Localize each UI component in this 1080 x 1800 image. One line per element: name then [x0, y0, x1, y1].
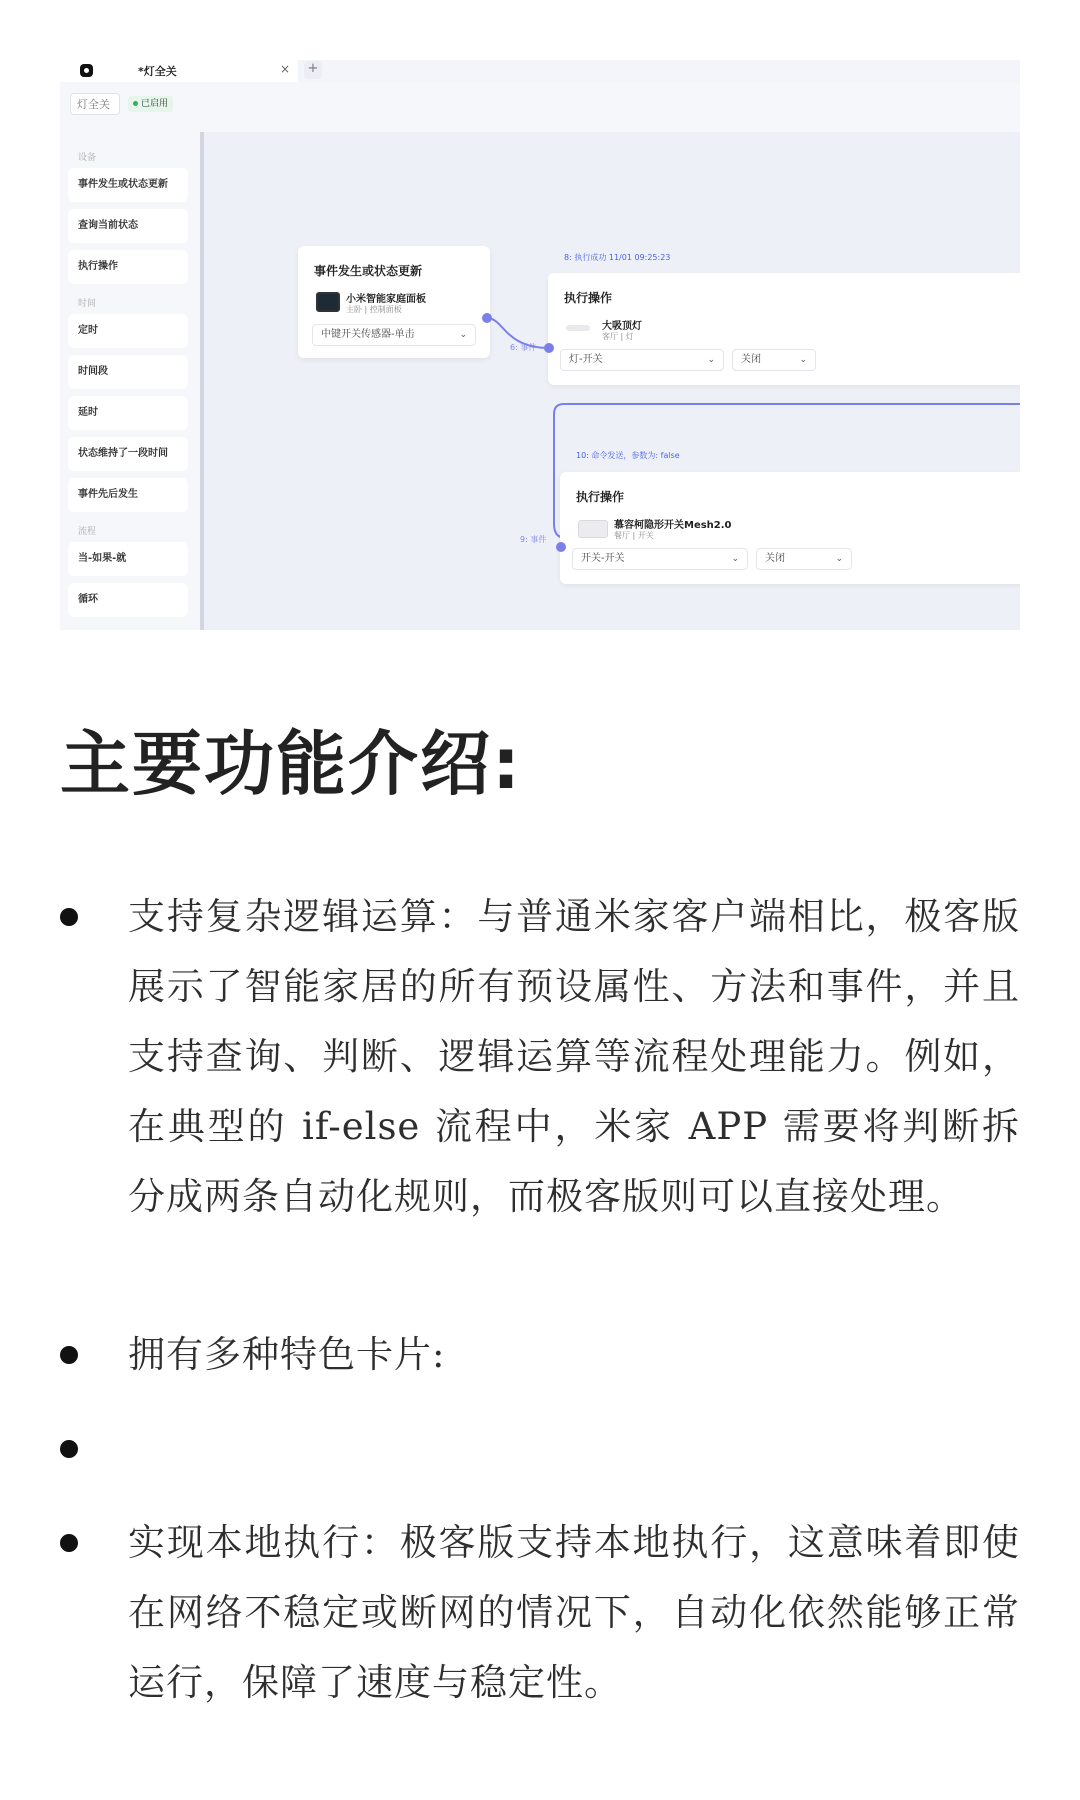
device-name: 小米智能家庭面板 [346, 294, 426, 305]
sidebar-section-time: 时间 [78, 299, 97, 309]
bullet-icon [60, 1440, 78, 1458]
property-select-value: 灯-开关 [569, 354, 603, 365]
toolbar [60, 82, 1020, 132]
bullet-text: 拥有多种特色卡片: [128, 1333, 446, 1376]
input-port[interactable] [556, 542, 566, 552]
app-logo-icon [80, 64, 93, 77]
bullet-text: 实现本地执行：极客版支持本地执行，这意味着即使在网络不稳定或断网的情况下，自动化依然能够正常运行，保障了速度与稳定性。 [128, 1521, 1020, 1704]
tab-automation[interactable] [60, 60, 298, 82]
sidebar-item-query[interactable]: 查询当前状态 [68, 209, 188, 243]
sidebar-item-timer[interactable]: 定时 [68, 314, 188, 348]
execution-status: 8: 执行成功 11/01 09:25:23 [564, 253, 671, 262]
switch-device-icon [578, 520, 608, 538]
sidebar-item-state-hold[interactable]: 状态维持了一段时间 [68, 437, 188, 471]
trigger-select-value: 中键开关传感器-单击 [321, 329, 415, 340]
value-select[interactable] [756, 548, 852, 570]
sidebar-item-sequence[interactable]: 事件先后发生 [68, 478, 188, 512]
sidebar-item-loop[interactable]: 循环 [68, 583, 188, 617]
bullet-icon [60, 908, 78, 926]
node-trigger[interactable] [298, 246, 490, 358]
add-tab-button[interactable]: + [304, 61, 322, 79]
ceiling-light-icon [566, 325, 590, 331]
sidebar-item-delay[interactable]: 延时 [68, 396, 188, 430]
sidebar-section-flow: 流程 [78, 527, 97, 537]
section-heading: 主要功能介绍: [60, 723, 522, 805]
close-icon[interactable]: × [280, 62, 291, 76]
chevron-down-icon: ⌄ [707, 355, 715, 365]
device-name: 慕容柯隐形开关Mesh2.0 [614, 520, 732, 531]
status-badge: 已启用 [128, 96, 173, 112]
value-select-value: 关闭 [765, 553, 785, 564]
device-location: 主卧 | 控制面板 [346, 305, 402, 314]
node-action-1[interactable] [548, 273, 1020, 385]
app-screenshot [60, 60, 1020, 630]
output-port[interactable] [482, 313, 492, 323]
value-select-value: 关闭 [741, 354, 761, 365]
panel-device-icon [316, 292, 340, 312]
chevron-down-icon: ⌄ [835, 554, 843, 564]
tab-bar [60, 60, 1020, 82]
sidebar [60, 132, 200, 630]
chevron-down-icon: ⌄ [799, 355, 807, 365]
input-port[interactable] [544, 343, 554, 353]
node-action-2[interactable] [560, 472, 1020, 584]
property-select-value: 开关-开关 [581, 553, 625, 564]
node-title: 执行操作 [564, 291, 613, 305]
flow-canvas[interactable] [204, 132, 1020, 630]
device-location: 客厅 | 灯 [602, 332, 634, 341]
automation-name-input[interactable]: 灯全关 [70, 93, 120, 115]
edge-label: 9: 事件 [520, 535, 547, 544]
sidebar-item-event[interactable]: 事件发生或状态更新 [68, 168, 188, 202]
property-select[interactable] [560, 349, 724, 371]
sidebar-item-when-if[interactable]: 当-如果-就 [68, 542, 188, 576]
node-title: 事件发生或状态更新 [314, 264, 423, 278]
device-location: 餐厅 | 开关 [614, 531, 654, 540]
chevron-down-icon: ⌄ [731, 554, 739, 564]
bullet-text: 支持复杂逻辑运算：与普通米家客户端相比，极客版展示了智能家居的所有预设属性、方法和事件，并且支持查询、判断、逻辑运算等流程处理能力。例如，在典型的 if-else 流程中，米家 APP 需要将判断拆分成两条自动化规则，而极客版则可以直接处理。 [128, 895, 1020, 1218]
bullet-icon [60, 1534, 78, 1552]
node-title: 执行操作 [576, 490, 625, 504]
property-select[interactable] [572, 548, 748, 570]
bullet-icon [60, 1346, 78, 1364]
tab-title: *灯全关 [138, 65, 177, 78]
sidebar-item-period[interactable]: 时间段 [68, 355, 188, 389]
value-select[interactable] [732, 349, 816, 371]
chevron-down-icon: ⌄ [459, 330, 467, 340]
sidebar-section-devices: 设备 [78, 153, 97, 163]
trigger-select[interactable] [312, 324, 476, 346]
device-name: 大吸顶灯 [602, 321, 642, 332]
sidebar-item-action[interactable]: 执行操作 [68, 250, 188, 284]
execution-status: 10: 命令发送，参数为: false [576, 451, 680, 460]
edge-label: 6: 事件 [510, 343, 537, 352]
